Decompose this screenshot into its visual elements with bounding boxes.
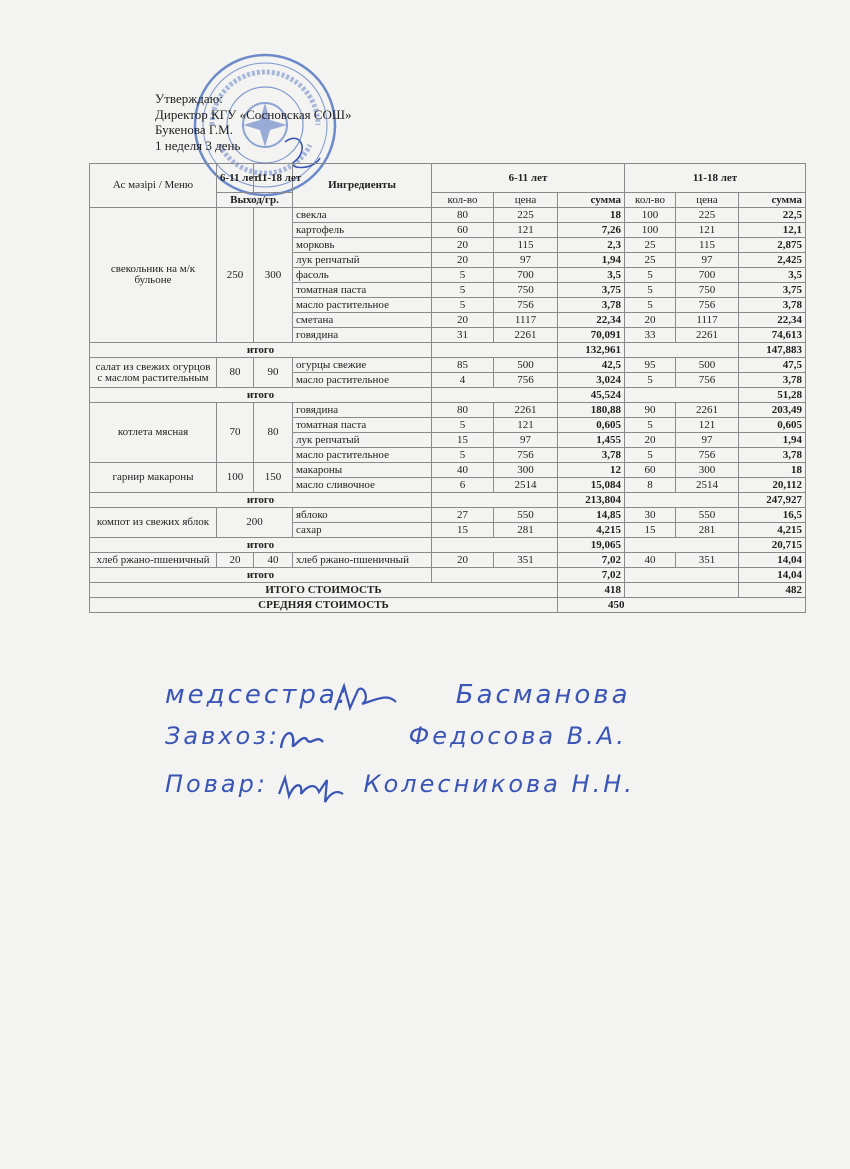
signature-nurse — [165, 680, 631, 710]
subtotal-6-11: 132,961 — [558, 343, 625, 358]
sum-6-11: 180,88 — [558, 403, 625, 418]
week-day: 1 неделя 3 день — [155, 137, 241, 153]
average-row — [90, 598, 806, 613]
qty-6-11: 15 — [432, 433, 494, 448]
ingredient-name: лук репчатый — [293, 433, 432, 448]
price-6-11: 756 — [494, 448, 558, 463]
storekeeper-initials-scribble — [277, 722, 327, 756]
sum-11-18: 3,75 — [739, 283, 806, 298]
qty-11-18: 8 — [625, 478, 676, 493]
subtotal-11-18: 51,28 — [739, 388, 806, 403]
ingredient-name: фасоль — [293, 268, 432, 283]
sum-11-18: 3,78 — [739, 373, 806, 388]
ingredient-name: томатная паста — [293, 283, 432, 298]
sum-11-18: 14,04 — [739, 553, 806, 568]
table-row — [90, 463, 806, 478]
subtotal-11-18: 20,715 — [739, 538, 806, 553]
price-11-18: 500 — [676, 358, 739, 373]
price-11-18: 2261 — [676, 403, 739, 418]
signature-nurse-role: медсестра: — [165, 680, 350, 710]
price-6-11: 121 — [494, 418, 558, 433]
ingredient-name: сахар — [293, 523, 432, 538]
sum-6-11: 3,78 — [558, 448, 625, 463]
dish-name: хлеб ржано-пшеничный — [90, 553, 217, 568]
ingredient-name: хлеб ржано-пшеничный — [293, 553, 432, 568]
sum-6-11: 7,02 — [558, 553, 625, 568]
price-11-18: 97 — [676, 253, 739, 268]
subtotal-row — [90, 538, 806, 553]
ingredient-name: масло растительное — [293, 298, 432, 313]
subtotal-6-11: 19,065 — [558, 538, 625, 553]
subtotal-row — [90, 388, 806, 403]
dish-yield-6-11: 250 — [217, 208, 254, 343]
subtotal-empty — [625, 568, 739, 583]
price-6-11: 2261 — [494, 328, 558, 343]
ingredient-name: яблоко — [293, 508, 432, 523]
dish-name: гарнир макароны — [90, 463, 217, 493]
sum-11-18: 4,215 — [739, 523, 806, 538]
dish-name: салат из свежих огурцов с маслом растительным — [90, 358, 217, 388]
qty-6-11: 5 — [432, 298, 494, 313]
price-11-18: 121 — [676, 223, 739, 238]
subtotal-row — [90, 343, 806, 358]
header-qty-2: кол-во — [625, 193, 676, 208]
sum-11-18: 3,78 — [739, 448, 806, 463]
grand-total-6-11: 418 — [558, 583, 625, 598]
signature-cook-role: Повар: — [165, 770, 268, 798]
price-11-18: 300 — [676, 463, 739, 478]
subtotal-6-11: 213,804 — [558, 493, 625, 508]
menu-cost-table — [89, 163, 806, 613]
price-11-18: 2261 — [676, 328, 739, 343]
qty-6-11: 20 — [432, 553, 494, 568]
subtotal-label: итого — [90, 568, 432, 583]
price-11-18: 756 — [676, 448, 739, 463]
price-6-11: 225 — [494, 208, 558, 223]
sum-11-18: 203,49 — [739, 403, 806, 418]
sum-6-11: 1,455 — [558, 433, 625, 448]
subtotal-row — [90, 493, 806, 508]
dish-yield-11-18: 300 — [254, 208, 293, 343]
price-6-11: 281 — [494, 523, 558, 538]
price-6-11: 97 — [494, 433, 558, 448]
qty-6-11: 5 — [432, 448, 494, 463]
header-age-6-11: 6-11 лет — [217, 164, 254, 193]
qty-11-18: 5 — [625, 373, 676, 388]
subtotal-empty — [432, 538, 558, 553]
ingredient-name: лук репчатый — [293, 253, 432, 268]
ingredient-name: масло растительное — [293, 373, 432, 388]
header-group-11-18: 11-18 лет — [625, 164, 806, 193]
sum-11-18: 3,78 — [739, 298, 806, 313]
ingredient-name: масло сливочное — [293, 478, 432, 493]
subtotal-row — [90, 568, 806, 583]
dish-yield-6-11: 80 — [217, 358, 254, 388]
grand-total-label: ИТОГО СТОИМОСТЬ — [90, 583, 558, 598]
header-age-11-18: 11-18 лет — [254, 164, 293, 193]
qty-11-18: 100 — [625, 223, 676, 238]
subtotal-6-11: 45,524 — [558, 388, 625, 403]
price-11-18: 97 — [676, 433, 739, 448]
qty-11-18: 5 — [625, 298, 676, 313]
qty-6-11: 60 — [432, 223, 494, 238]
qty-11-18: 60 — [625, 463, 676, 478]
ingredient-name: морковь — [293, 238, 432, 253]
qty-11-18: 5 — [625, 268, 676, 283]
subtotal-label: итого — [90, 493, 432, 508]
subtotal-empty — [432, 493, 558, 508]
ingredient-name: томатная паста — [293, 418, 432, 433]
sum-11-18: 47,5 — [739, 358, 806, 373]
dish-yield-11-18: 40 — [254, 553, 293, 568]
subtotal-11-18: 247,927 — [739, 493, 806, 508]
dish-yield-11-18: 90 — [254, 358, 293, 388]
qty-6-11: 20 — [432, 238, 494, 253]
sum-11-18: 2,875 — [739, 238, 806, 253]
subtotal-label: итого — [90, 343, 432, 358]
qty-11-18: 5 — [625, 283, 676, 298]
dish-yield-6-11: 70 — [217, 403, 254, 463]
dish-name: компот из свежих яблок — [90, 508, 217, 538]
director-line: Директор КГУ «Сосновская СОШ» — [155, 106, 352, 122]
price-6-11: 2261 — [494, 403, 558, 418]
qty-6-11: 5 — [432, 268, 494, 283]
header-price-2: цена — [676, 193, 739, 208]
dish-yield-6-11: 100 — [217, 463, 254, 493]
price-6-11: 300 — [494, 463, 558, 478]
ingredient-name: макароны — [293, 463, 432, 478]
price-6-11: 500 — [494, 358, 558, 373]
qty-11-18: 33 — [625, 328, 676, 343]
sum-11-18: 1,94 — [739, 433, 806, 448]
price-6-11: 1117 — [494, 313, 558, 328]
sum-11-18: 3,5 — [739, 268, 806, 283]
subtotal-empty — [432, 388, 558, 403]
qty-11-18: 20 — [625, 433, 676, 448]
ingredient-name: огурцы свежие — [293, 358, 432, 373]
ingredient-name: свекла — [293, 208, 432, 223]
grand-total-empty — [625, 583, 739, 598]
sum-6-11: 3,5 — [558, 268, 625, 283]
sum-6-11: 42,5 — [558, 358, 625, 373]
subtotal-empty — [625, 493, 739, 508]
table-row — [90, 358, 806, 373]
approval-header — [155, 91, 352, 153]
sum-11-18: 12,1 — [739, 223, 806, 238]
price-6-11: 121 — [494, 223, 558, 238]
price-11-18: 351 — [676, 553, 739, 568]
price-6-11: 97 — [494, 253, 558, 268]
qty-6-11: 27 — [432, 508, 494, 523]
sum-11-18: 2,425 — [739, 253, 806, 268]
qty-6-11: 80 — [432, 403, 494, 418]
qty-6-11: 31 — [432, 328, 494, 343]
average-value: 450 — [558, 598, 806, 613]
subtotal-empty — [625, 538, 739, 553]
sum-6-11: 3,75 — [558, 283, 625, 298]
dish-yield: 200 — [217, 508, 293, 538]
sum-6-11: 2,3 — [558, 238, 625, 253]
header-menu: Ас мәзірі / Меню — [90, 164, 217, 208]
sum-11-18: 20,112 — [739, 478, 806, 493]
qty-6-11: 20 — [432, 253, 494, 268]
price-6-11: 115 — [494, 238, 558, 253]
table-row — [90, 208, 806, 223]
grand-total-11-18: 482 — [739, 583, 806, 598]
price-11-18: 550 — [676, 508, 739, 523]
signature-storekeeper-name: Федосова В.А. — [408, 722, 627, 750]
qty-11-18: 95 — [625, 358, 676, 373]
dish-yield-11-18: 80 — [254, 403, 293, 463]
header-group-6-11: 6-11 лет — [432, 164, 625, 193]
price-11-18: 2514 — [676, 478, 739, 493]
header-qty-1: кол-во — [432, 193, 494, 208]
qty-6-11: 40 — [432, 463, 494, 478]
subtotal-empty — [625, 343, 739, 358]
qty-11-18: 20 — [625, 313, 676, 328]
table-row — [90, 403, 806, 418]
qty-6-11: 5 — [432, 283, 494, 298]
price-11-18: 281 — [676, 523, 739, 538]
ingredient-name: масло растительное — [293, 448, 432, 463]
dish-yield-6-11: 20 — [217, 553, 254, 568]
qty-11-18: 25 — [625, 238, 676, 253]
qty-6-11: 20 — [432, 313, 494, 328]
sum-6-11: 18 — [558, 208, 625, 223]
header-sum-2: сумма — [739, 193, 806, 208]
qty-6-11: 15 — [432, 523, 494, 538]
signature-cook-name: Колесникова Н.Н. — [363, 770, 635, 798]
price-6-11: 2514 — [494, 478, 558, 493]
table-row — [90, 508, 806, 523]
price-6-11: 351 — [494, 553, 558, 568]
ingredient-name: говядина — [293, 403, 432, 418]
qty-11-18: 30 — [625, 508, 676, 523]
ingredient-name: говядина — [293, 328, 432, 343]
sum-6-11: 3,024 — [558, 373, 625, 388]
sum-6-11: 15,084 — [558, 478, 625, 493]
sum-6-11: 14,85 — [558, 508, 625, 523]
sum-6-11: 0,605 — [558, 418, 625, 433]
price-6-11: 756 — [494, 373, 558, 388]
signature-storekeeper — [165, 722, 627, 750]
price-6-11: 550 — [494, 508, 558, 523]
director-name: Букенова Г.М. — [155, 122, 233, 137]
sum-6-11: 3,78 — [558, 298, 625, 313]
table-row — [90, 553, 806, 568]
sum-11-18: 18 — [739, 463, 806, 478]
subtotal-empty — [432, 343, 558, 358]
qty-11-18: 15 — [625, 523, 676, 538]
subtotal-empty — [625, 388, 739, 403]
cook-initials-scribble — [275, 772, 345, 806]
dish-name: котлета мясная — [90, 403, 217, 463]
grand-total-row — [90, 583, 806, 598]
qty-6-11: 80 — [432, 208, 494, 223]
average-label: СРЕДНЯЯ СТОИМОСТЬ — [90, 598, 558, 613]
header-price-1: цена — [494, 193, 558, 208]
signature-storekeeper-role: Завхоз: — [165, 722, 280, 750]
sum-11-18: 74,613 — [739, 328, 806, 343]
header-sum-1: сумма — [558, 193, 625, 208]
nurse-initials-scribble — [330, 680, 400, 716]
sum-11-18: 16,5 — [739, 508, 806, 523]
signature-cook — [165, 770, 635, 798]
qty-11-18: 90 — [625, 403, 676, 418]
dish-yield-11-18: 150 — [254, 463, 293, 493]
subtotal-11-18: 14,04 — [739, 568, 806, 583]
sum-6-11: 70,091 — [558, 328, 625, 343]
subtotal-label: итого — [90, 538, 432, 553]
header-ingredients: Ингредиенты — [293, 164, 432, 208]
ingredient-name: картофель — [293, 223, 432, 238]
qty-6-11: 4 — [432, 373, 494, 388]
qty-11-18: 100 — [625, 208, 676, 223]
price-11-18: 750 — [676, 283, 739, 298]
price-6-11: 700 — [494, 268, 558, 283]
sum-11-18: 22,5 — [739, 208, 806, 223]
price-11-18: 121 — [676, 418, 739, 433]
signature-nurse-name: Басманова — [455, 680, 631, 710]
qty-6-11: 5 — [432, 418, 494, 433]
qty-11-18: 40 — [625, 553, 676, 568]
price-11-18: 756 — [676, 298, 739, 313]
price-6-11: 750 — [494, 283, 558, 298]
price-11-18: 756 — [676, 373, 739, 388]
qty-11-18: 5 — [625, 418, 676, 433]
qty-11-18: 5 — [625, 448, 676, 463]
price-11-18: 225 — [676, 208, 739, 223]
sum-6-11: 1,94 — [558, 253, 625, 268]
price-6-11: 756 — [494, 298, 558, 313]
qty-11-18: 25 — [625, 253, 676, 268]
sum-6-11: 12 — [558, 463, 625, 478]
subtotal-6-11: 7,02 — [558, 568, 625, 583]
sum-6-11: 7,26 — [558, 223, 625, 238]
sum-11-18: 0,605 — [739, 418, 806, 433]
price-11-18: 1117 — [676, 313, 739, 328]
sum-6-11: 4,215 — [558, 523, 625, 538]
approval-label: Утверждаю: — [155, 91, 223, 106]
ingredient-name: сметана — [293, 313, 432, 328]
price-11-18: 700 — [676, 268, 739, 283]
subtotal-label: итого — [90, 388, 432, 403]
header-yield: Выход/гр. — [217, 193, 293, 208]
subtotal-empty — [432, 568, 558, 583]
sum-11-18: 22,34 — [739, 313, 806, 328]
subtotal-11-18: 147,883 — [739, 343, 806, 358]
sum-6-11: 22,34 — [558, 313, 625, 328]
qty-6-11: 85 — [432, 358, 494, 373]
qty-6-11: 6 — [432, 478, 494, 493]
price-11-18: 115 — [676, 238, 739, 253]
dish-name: свекольник на м/к бульоне — [90, 208, 217, 343]
